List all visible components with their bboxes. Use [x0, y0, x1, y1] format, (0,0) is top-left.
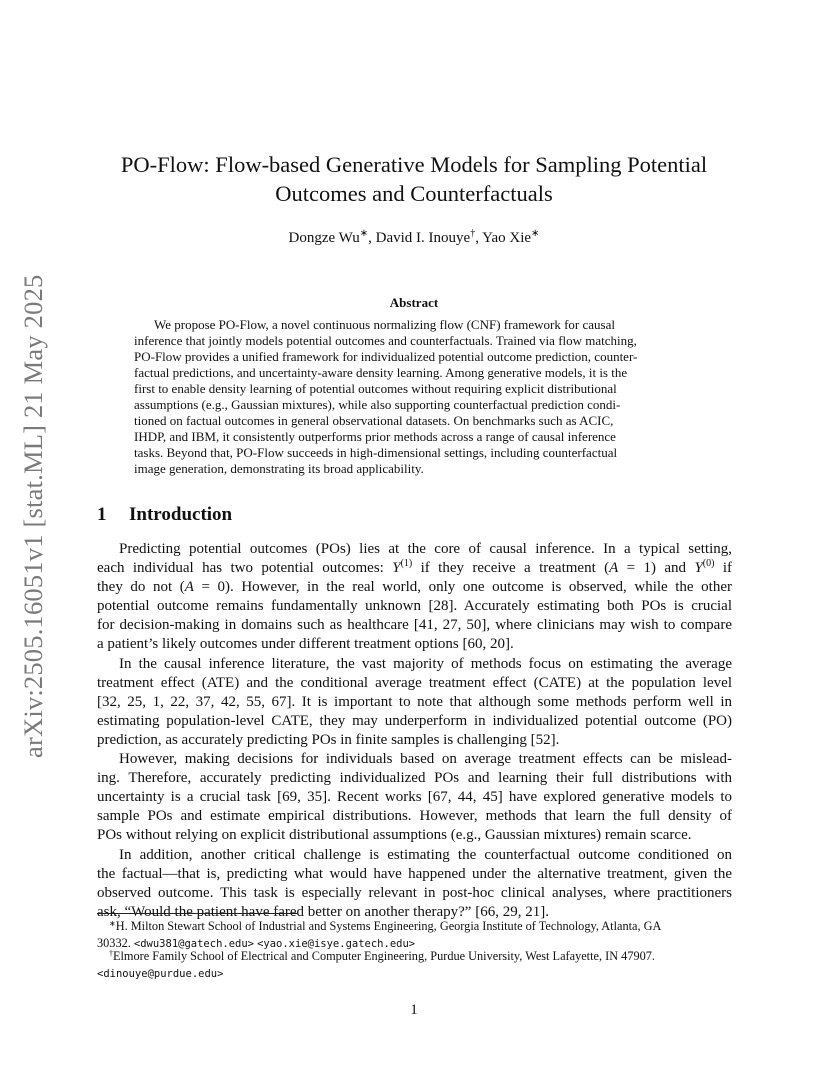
- abstract-heading: Abstract: [389, 295, 439, 310]
- email-link[interactable]: <dinouye@purdue.edu>: [97, 967, 224, 980]
- body-line: ask, “Would the patient have fared better on another therapy?” [66, 29, 21].: [97, 903, 549, 920]
- body-line: [32, 25, 1, 22, 37, 42, 55, 67]. It is important to note that although some methods perform well in: [97, 693, 732, 710]
- body-line: However, making decisions for individuals based on average treatment effects can be mislead-: [119, 751, 732, 768]
- author-name: David I. Inouye: [375, 230, 471, 246]
- section-heading: [97, 504, 232, 526]
- footnote-line: ∗H. Milton Stewart School of Industrial and Systems Engineering, Georgia Institute of Technology, Atlanta, GA: [109, 919, 662, 933]
- introduction-body: [97, 540, 732, 922]
- email-link[interactable]: <dwu381@gatech.edu>: [133, 937, 254, 950]
- body-line: POs without relying on explicit distributional assumptions (e.g., Gaussian mixtures) remain scarce.: [97, 827, 692, 844]
- abstract-line: inference that jointly models potential outcomes and counterfactuals. Trained via flow matching,: [134, 333, 637, 349]
- body-line: observed outcome. This task is especially relevant in post-hoc clinical analyses, where practitioners: [97, 884, 732, 901]
- abstract-line: image generation, demonstrating its broad applicability.: [134, 461, 424, 477]
- abstract-line: tasks. Beyond that, PO-Flow succeeds in high-dimensional settings, including counterfactual: [134, 445, 618, 461]
- body-line: treatment effect (ATE) and the conditional average treatment effect (CATE) at the population level: [97, 674, 732, 691]
- author-name: Dongze Wu: [288, 230, 360, 246]
- arxiv-identifier: arXiv:2505.16051v1 [stat.ML] 21 May 2025: [18, 274, 48, 758]
- footnote-line: [97, 965, 732, 983]
- footnote-line: 30332. <dwu381@gatech.edu> <yao.xie@isye.gatech.edu>: [97, 935, 416, 950]
- body-line: the factual—that is, predicting what would have happened under the alternative treatment, given the: [97, 865, 732, 882]
- body-line: a patient’s likely outcomes under different treatment options [60, 20].: [97, 636, 514, 653]
- section-title: Introduction: [129, 504, 233, 525]
- abstract-line: IHDP, and IBM, it consistently outperforms prior methods across a range of causal inference: [134, 429, 616, 445]
- email-link[interactable]: <yao.xie@isye.gatech.edu>: [257, 937, 416, 950]
- abstract-line: tioned on factual outcomes in general observational datasets. On benchmarks such as ACIC,: [134, 413, 614, 429]
- abstract-body: [134, 317, 695, 477]
- paper-title: [60, 150, 768, 208]
- abstract-line: We propose PO-Flow, a novel continuous normalizing flow (CNF) framework for causal: [154, 317, 615, 332]
- footnote-1: [97, 918, 732, 952]
- affiliation-mark: ∗: [531, 228, 540, 239]
- body-line: potential outcome remains fundamentally unknown [28]. Accurately estimating both POs is crucial: [97, 598, 732, 615]
- abstract-line: assumptions (e.g., Gaussian mixtures), while also supporting counterfactual prediction condi-: [134, 397, 621, 413]
- body-line: for decision-making in domains such as healthcare [41, 27, 50], where clinicians may wish to compare: [97, 617, 732, 634]
- footnote-line: †Elmore Family School of Electrical and Computer Engineering, Purdue University, West Lafayette, IN 47907.: [109, 949, 655, 963]
- body-line: estimating population-level CATE, they may underperform in individualized potential outcome (PO): [97, 712, 732, 729]
- body-line: In addition, another critical challenge is estimating the counterfactual outcome conditioned on: [119, 846, 732, 863]
- author-list: Dongze Wu∗, David I. Inouye†, Yao Xie∗: [288, 228, 540, 246]
- body-line: Predicting potential outcomes (POs) lies at the core of causal inference. In a typical setting,: [119, 541, 732, 557]
- author-name: Yao Xie: [482, 230, 532, 246]
- footnote-rule: [97, 913, 297, 914]
- abstract-line: PO-Flow provides a unified framework for individualized potential outcome prediction, counter-: [134, 349, 638, 365]
- body-line: uncertainty is a crucial task [69, 35]. Recent works [67, 44, 45] have explored generative models to: [97, 789, 732, 806]
- footnote-2: [97, 948, 732, 982]
- abstract-line: factual predictions, and uncertainty-aware density learning. Among generative models, it is the: [134, 365, 628, 381]
- body-line: prediction, as accurately predicting POs in finite samples is challenging [52].: [97, 731, 560, 748]
- affiliation-mark: ∗: [359, 228, 369, 239]
- body-line-with-math: each individual has two potential outcomes: $Y^{(1)}$ if they receive a treatment (A = 1) and $Y^{(0)}$ if: [97, 558, 732, 577]
- body-line: sample POs and estimate empirical distributions. However, methods that learn the full density of: [97, 808, 732, 825]
- abstract-line: first to enable density learning of potential outcomes without requiring explicit distributional: [134, 381, 617, 397]
- body-line: In the causal inference literature, the vast majority of methods focus on estimating the average: [119, 655, 732, 672]
- body-line: ing. Therefore, accurately predicting individualized POs and learning their full distributions with: [97, 770, 732, 787]
- affiliation-mark: †: [470, 228, 476, 239]
- title-line-2: Outcomes and Counterfactuals: [275, 181, 553, 206]
- page-number: 1: [410, 1002, 418, 1018]
- body-line-with-math: they do not (A = 0). However, in the real world, only one outcome is observed, while the other: [97, 579, 732, 596]
- section-number: 1: [97, 504, 107, 525]
- title-line-1: PO-Flow: Flow-based Generative Models for Sampling Potential: [120, 152, 708, 177]
